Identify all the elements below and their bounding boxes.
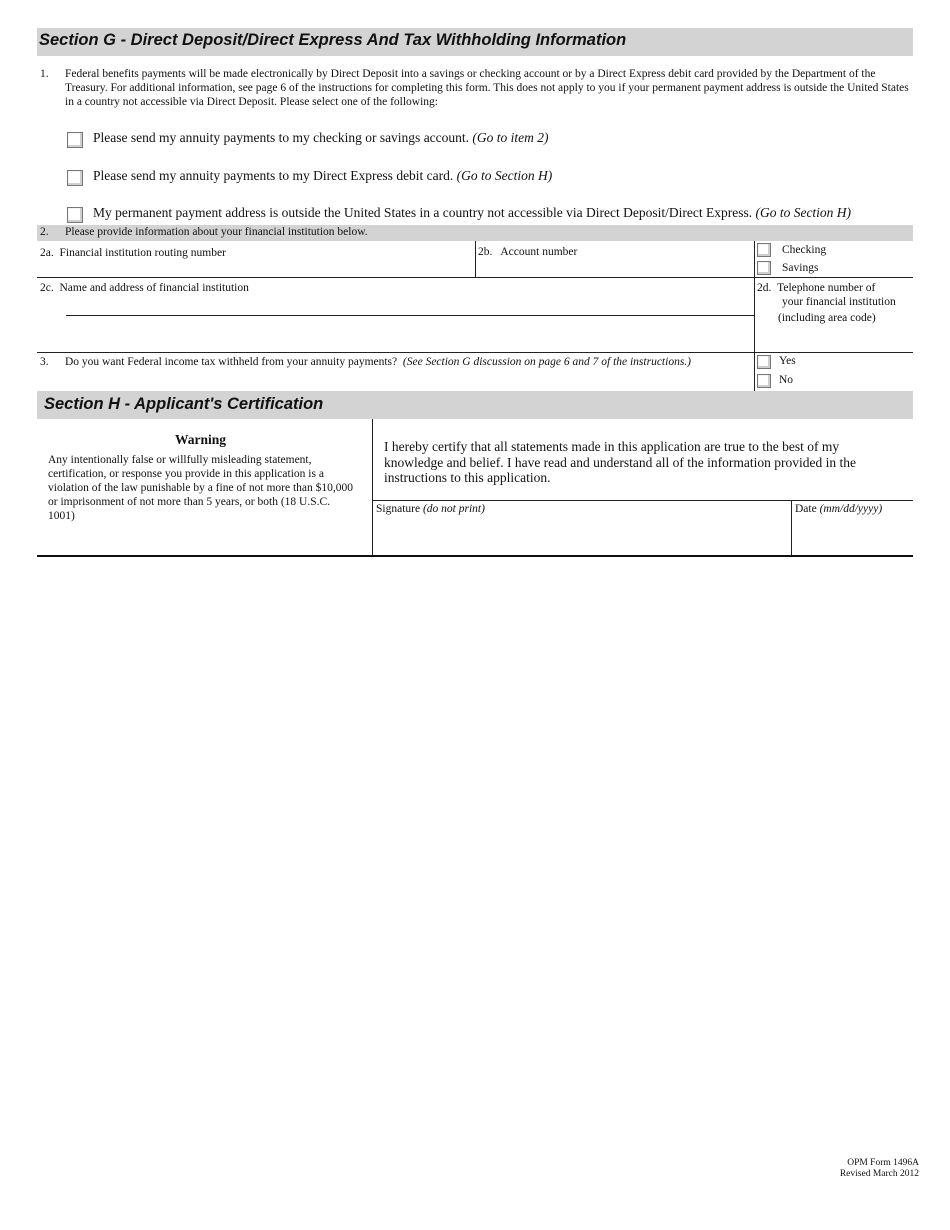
footer — [840, 1158, 919, 1180]
option-outside-us — [93, 205, 851, 221]
checking-label: Checking — [782, 244, 827, 256]
checking-checkbox[interactable] — [757, 243, 771, 257]
signature-field[interactable] — [376, 520, 786, 552]
date-label-text: Date — [795, 503, 817, 515]
field-2b-num: 2b. — [478, 246, 493, 258]
savings-checkbox[interactable] — [757, 261, 771, 275]
option-direct-express-label: Please send my annuity payments to my Direct Express debit card. — [93, 168, 454, 183]
section-h-bottom-rule — [37, 555, 913, 557]
warning-title: Warning — [174, 432, 226, 447]
option-checking-savings-label: Please send my annuity payments to my checking or savings account. — [93, 130, 470, 145]
option-outside-us-label: My permanent payment address is outside the United States in a country not accessible via Direct Deposit/Direct Express. — [93, 205, 753, 220]
field-2a-label — [40, 247, 226, 261]
field-2b-text: Account number — [500, 246, 578, 258]
item2-bar — [37, 225, 913, 241]
divider-2b-type — [754, 241, 755, 391]
field-2d-line1: Telephone number of — [777, 282, 876, 294]
option-outside-us-checkbox[interactable] — [67, 207, 83, 223]
section-h-title: Section H - Applicant's Certification — [44, 395, 324, 413]
option-direct-express — [93, 168, 552, 184]
field-2c-label — [40, 282, 249, 296]
section-h-divider — [372, 419, 373, 556]
item3-text: Do you want Federal income tax withheld from your annuity payments? — [65, 356, 398, 368]
footer-form: OPM Form 1496A — [847, 1158, 919, 1168]
item3-question — [65, 356, 691, 370]
date-label — [795, 503, 882, 517]
field-2a-num: 2a. — [40, 247, 54, 259]
warning-text: Any intentionally false or willfully misleading statement, certification, or response you provide in this application is a violation of the law punishable by a fine of not more than $10,000 or imprisonment of not more than 5 years, or both (18 U.S.C. 1001) — [48, 454, 354, 522]
field-2a-text: Financial institution routing number — [59, 247, 226, 259]
field-2d-line3: (including area code) — [778, 311, 876, 324]
item3-number: 3. — [40, 356, 49, 368]
item3-note: (See Section G discussion on page 6 and 7 of the instructions.) — [402, 356, 692, 368]
field-2d-line2: your financial institution — [782, 295, 896, 308]
savings-label: Savings — [782, 262, 819, 274]
option-checking-savings-checkbox[interactable] — [67, 132, 83, 148]
signature-label — [376, 503, 485, 517]
signature-date-divider — [791, 500, 792, 556]
option-direct-express-note: (Go to Section H) — [456, 168, 553, 183]
institution-underline — [66, 315, 754, 316]
field-2d-label — [757, 282, 913, 325]
section-h-header — [37, 391, 913, 419]
tax-yes-label: Yes — [779, 355, 796, 367]
row-2cd-bottom-line — [37, 352, 913, 353]
section-g-title: Section G - Direct Deposit/Direct Express And Tax Withholding Information — [39, 31, 627, 49]
institution-address-input[interactable] — [66, 320, 746, 348]
item1-number: 1. — [40, 68, 49, 80]
tax-yes-checkbox[interactable] — [757, 355, 771, 369]
option-checking-savings — [93, 130, 549, 146]
date-field[interactable] — [795, 520, 909, 552]
tax-no-checkbox[interactable] — [757, 374, 771, 388]
item1-text: Federal benefits payments will be made electronically by Direct Deposit into a savings or checking account or by a Direct Express debit card provided by the Department of the Treasury. For additional information, see page 6 of the instructions for completing this form. This does not apply to you if your permanent payment address is outside the United States in a country not accessible via Direct Deposit. Please select one of the following: — [65, 68, 909, 108]
section-g-header — [37, 28, 913, 56]
account-number-input[interactable] — [503, 260, 748, 275]
footer-revised: Revised March 2012 — [839, 1169, 919, 1179]
signature-note: (do not print) — [422, 503, 485, 515]
field-2c-text: Name and address of financial institution — [59, 282, 249, 294]
divider-2a-2b — [475, 241, 476, 277]
item2-text: Please provide information about your financial institution below. — [65, 226, 368, 238]
signature-label-text: Signature — [376, 503, 421, 515]
routing-number-input[interactable] — [64, 260, 469, 275]
institution-name-input[interactable] — [66, 297, 746, 313]
date-note: (mm/dd/yyyy) — [819, 503, 883, 515]
option-outside-us-note: (Go to Section H) — [755, 205, 852, 220]
item2-number: 2. — [40, 226, 49, 238]
institution-phone-input[interactable] — [757, 330, 911, 348]
tax-no-label: No — [779, 374, 794, 386]
field-2c-num: 2c. — [40, 282, 54, 294]
certify-text: I hereby certify that all statements made in this application are true to the best of my knowledge and belief. I have read and understand all of the information provided in the instructions to this application. — [384, 439, 856, 485]
field-2d-num: 2d. — [757, 282, 772, 294]
option-checking-savings-note: (Go to item 2) — [472, 130, 549, 145]
row-2ab-bottom-line — [37, 277, 913, 278]
certify-bottom-line — [372, 500, 913, 501]
option-direct-express-checkbox[interactable] — [67, 170, 83, 186]
field-2b-label — [478, 246, 577, 260]
